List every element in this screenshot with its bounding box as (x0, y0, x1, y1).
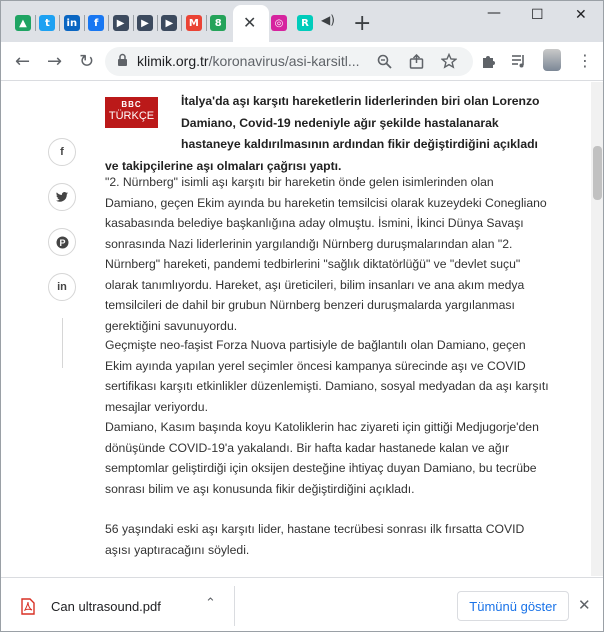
show-all-downloads-button[interactable]: Tümünü göster (457, 591, 569, 621)
browser-tab[interactable] (62, 13, 82, 33)
bbc-logo-text: BBC (121, 100, 142, 109)
article-lead-part1: İtalya'da aşı karşıtı hareketlerin liderlerinden biri olan Lorenzo Damiano, Covid-19 nedeniyle ağır şekilde hastalanarak hastaneye kaldırılmasının ardından fikir değiştirdiğini açıkladı (181, 94, 540, 151)
article-paragraph-3: Damiano, Kasım başında koyu Katoliklerin hac ziyareti için gittiği Medjugorje'den dönüşünde COVID-19'a yakalandı. Bir hafta kadar hastanede kalan ve ağır semptomlar geliştirdiği için oksijen desteğine ihtiyaç duyan Damiano, bu tecrübe sonrası bilim ve aşı konusunda fikir değiştirdiğini açıkladı. (105, 420, 539, 496)
extension-tab-icon: ▶ (113, 15, 129, 31)
linkedin-icon: in (57, 281, 67, 293)
address-bar[interactable] (105, 47, 473, 76)
browser-tab[interactable] (184, 13, 204, 33)
twitter-icon (56, 192, 68, 202)
extension-tab-icon: ▶ (137, 15, 153, 31)
back-button[interactable]: ← (15, 51, 31, 72)
facebook-icon: f (88, 15, 104, 31)
browser-tab[interactable] (159, 13, 179, 33)
toolbar (1, 42, 604, 81)
tab-separator (84, 15, 85, 31)
close-window-button[interactable]: ✕ (575, 7, 587, 23)
download-options-chevron-icon[interactable]: ⌃ (205, 596, 216, 611)
download-divider (234, 586, 235, 626)
article-paragraph-4: 56 yaşındaki eski aşı karşıtı lider, hastane tecrübesi sonrası ilk fırsatta COVID aşısı yaptıracağını söyledi. (105, 522, 525, 557)
url-text[interactable] (137, 53, 360, 69)
linkedin-icon: in (64, 15, 80, 31)
active-tab[interactable] (233, 5, 269, 42)
maximize-button[interactable]: ☐ (531, 7, 544, 23)
audio-playing-icon[interactable]: ◀) (321, 13, 335, 27)
close-download-bar-icon[interactable]: ✕ (578, 596, 591, 614)
share-twitter-button[interactable] (48, 183, 76, 211)
forward-button[interactable]: → (47, 51, 63, 72)
browser-tab[interactable] (135, 13, 155, 33)
pinterest-icon (56, 236, 69, 249)
tab-separator (108, 15, 109, 31)
article-paragraph-1: "2. Nürnberg" isimli aşı karşıtı bir hareketin önde gelen isimlerinden olan Damiano, geçen Ekim ayında bu hareketin temsilcisi olarak kuzeydeki Conegliano kasabasında belediye başkanlığına aday olmuştu. İsmini, İkinci Dünya Savaşı sonrasında Nazi liderlerinin yargılandığı Nürnberg duruşmalarından alan "2. Nürnberg" hareketi, pandemi tedbirlerini "sağlık diktatörlüğü" ve "devlet suçu" olarak tanımlıyordu. Hareket, aşı üreticileri, bilim insanları ve ana akım medya temsilcileri de dahil bir grubun Nürnberg benzeri duruşmalarda yargılanması gerektiğini savunuyordu. (105, 175, 547, 333)
extensions-puzzle-icon[interactable] (481, 53, 497, 69)
tab-separator (59, 15, 60, 31)
media-control-icon[interactable] (511, 53, 527, 69)
turkce-logo-text: TÜRKÇE (108, 110, 155, 122)
green-app-icon: 8 (210, 15, 226, 31)
page-scrollbar[interactable] (591, 82, 604, 576)
browser-tab[interactable] (13, 13, 33, 33)
url-domain: klimik.org.tr (137, 53, 209, 69)
share-pinterest-button[interactable] (48, 228, 76, 256)
download-filename[interactable]: Can ultrasound.pdf (51, 599, 161, 614)
instagram-icon: ◎ (271, 15, 287, 31)
download-bar (1, 577, 604, 632)
lock-icon[interactable] (117, 53, 128, 67)
scrollbar-thumb[interactable] (593, 146, 602, 200)
browser-tab[interactable] (208, 13, 228, 33)
tab-separator (35, 15, 36, 31)
pdf-file-icon[interactable] (21, 598, 35, 615)
article-lead (105, 91, 545, 177)
share-facebook-button[interactable] (48, 138, 76, 166)
gmail-icon: M (186, 15, 202, 31)
zoom-icon[interactable] (377, 54, 392, 69)
tab-strip (1, 1, 604, 42)
new-tab-button[interactable]: + (353, 11, 372, 36)
extension-tab-icon: ▶ (161, 15, 177, 31)
tab-separator (133, 15, 134, 31)
browser-tab[interactable] (269, 13, 289, 33)
browser-tab[interactable] (86, 13, 106, 33)
reload-button[interactable]: ↻ (79, 51, 95, 72)
google-drive-icon: ▲ (15, 15, 31, 31)
facebook-icon: f (60, 146, 64, 158)
browser-tab[interactable] (295, 13, 315, 33)
tab-separator (157, 15, 158, 31)
page-content (1, 82, 591, 576)
close-tab-icon[interactable]: ✕ (243, 13, 257, 32)
bookmark-star-icon[interactable] (441, 53, 457, 69)
url-path: /koronavirus/asi-karsitl... (208, 53, 360, 69)
share-divider (62, 318, 63, 368)
share-linkedin-button[interactable] (48, 273, 76, 301)
researchgate-icon: R (297, 15, 313, 31)
minimize-button[interactable]: — (487, 5, 501, 21)
article-lead-part2: ve takipçilerine aşı olmaları çağrısı yaptı. (105, 158, 342, 173)
browser-tab[interactable] (37, 13, 57, 33)
tab-separator (181, 15, 182, 31)
pinterest-icon-letter: P (58, 237, 66, 248)
article-paragraph-2: Geçmişte neo-faşist Forza Nuova partisiyle de bağlantılı olan Damiano, geçen Ekim ayında yapılan yerel seçimler öncesi kampanya sürecinde aşı ve COVID sertifikası karşıtı etkinlikler düzenlemişti. Damiano, sosyal medyadan da aşı karşıtı mesajlar veriyordu. (105, 338, 549, 414)
browser-tab[interactable] (111, 13, 131, 33)
tab-separator (206, 15, 207, 31)
profile-avatar[interactable] (543, 49, 561, 71)
twitter-icon: t (39, 15, 55, 31)
share-page-icon[interactable] (409, 54, 424, 69)
browser-menu-button[interactable]: ⋮ (577, 51, 593, 70)
